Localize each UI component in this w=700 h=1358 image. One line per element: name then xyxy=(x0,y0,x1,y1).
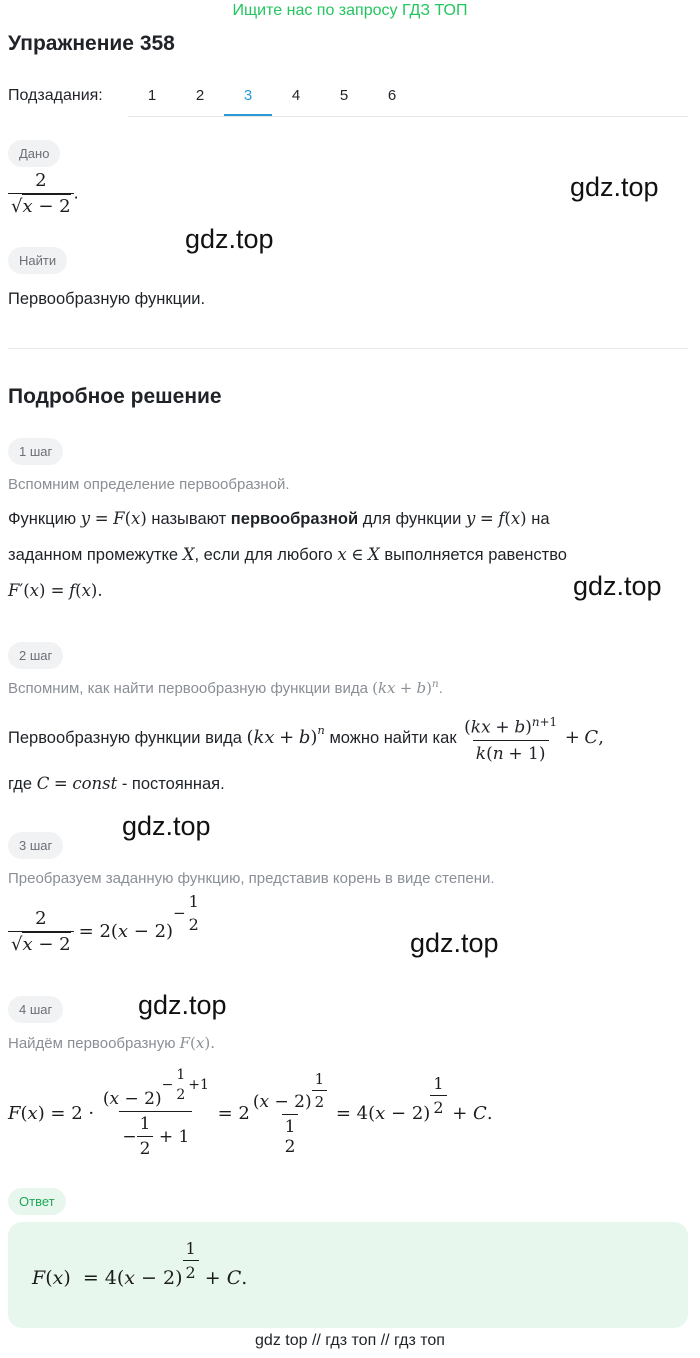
find-text: Первообразную функции. xyxy=(8,290,206,308)
tabs-divider xyxy=(128,116,688,117)
watermark: gdz.top xyxy=(122,811,211,841)
solution-heading: Подробное решение xyxy=(8,385,222,408)
footer-links[interactable]: gdz top // гдз топ // гдз топ xyxy=(255,1332,445,1349)
step-2-text: Первообразную функции вида ( kx + b ) $^n$ можно найти как $\frac{(kx + b)^{n+1}}{k(n + 1)}$ + C , где C = const - постоянная. xyxy=(8,714,604,793)
given-formula: $\frac{2}{√x - 2}$ . xyxy=(8,170,79,217)
tab-2[interactable]: 2 xyxy=(195,87,205,104)
tab-3[interactable]: 3 xyxy=(224,78,272,116)
step-4-formula: F ( x ) = 2 · (x − 2) − 1 2 +1 − $\frac{1}{2}$ + 1 = 2 (x − 2) $\frac{1}{2}$ 1 2 = 4( x − 2) $\frac{1}{2}$ + C . xyxy=(8,1067,493,1159)
step-1-text: Функцию y = F(x) называют первообразной для функции y = f(x) на заданном промежутке X, если для любого x ∈ X выполняется равенство F′(x) = f(x). xyxy=(8,509,567,600)
tab-6[interactable]: 6 xyxy=(387,87,397,104)
tab-5[interactable]: 5 xyxy=(339,87,349,104)
step-3-badge: 3 шаг xyxy=(8,832,63,859)
watermark: gdz.top xyxy=(570,172,659,202)
given-badge: Дано xyxy=(8,140,60,167)
page-title: Упражнение 358 xyxy=(8,32,175,55)
watermark: gdz.top xyxy=(138,990,227,1020)
top-banner: Ищите нас по запросу ГДЗ ТОП xyxy=(232,2,468,19)
step-4-hint: Найдём первообразную F(x). xyxy=(8,1034,215,1052)
watermark: gdz.top xyxy=(185,224,274,254)
step-1-hint: Вспомним определение первообразной. xyxy=(8,476,290,493)
subtasks-label: Подзадания: xyxy=(8,87,103,104)
step-2-hint: Вспомним, как найти первообразную функции вида (kx + b)$^n$. xyxy=(8,678,443,697)
tab-4[interactable]: 4 xyxy=(291,87,301,104)
find-badge: Найти xyxy=(8,247,67,274)
section-divider xyxy=(8,348,688,349)
step-1-badge: 1 шаг xyxy=(8,438,63,465)
step-3-hint: Преобразуем заданную функцию, представив корень в виде степени. xyxy=(8,870,495,887)
step-2-badge: 2 шаг xyxy=(8,642,63,669)
step-4-badge: 4 шаг xyxy=(8,996,63,1023)
watermark: gdz.top xyxy=(573,571,662,601)
answer-box xyxy=(8,1222,688,1328)
answer-badge: Ответ xyxy=(8,1188,66,1215)
watermark: gdz.top xyxy=(410,928,499,958)
answer-formula: F ( x ) = 4( x − 2) $\frac{1}{2}$ + C . xyxy=(32,1238,248,1289)
step-3-formula: $\frac{2}{√x - 2}$ = 2( x − 2) − 1 2 xyxy=(8,895,202,967)
subtask-tabs xyxy=(128,78,416,116)
tab-1[interactable]: 1 xyxy=(147,87,157,104)
